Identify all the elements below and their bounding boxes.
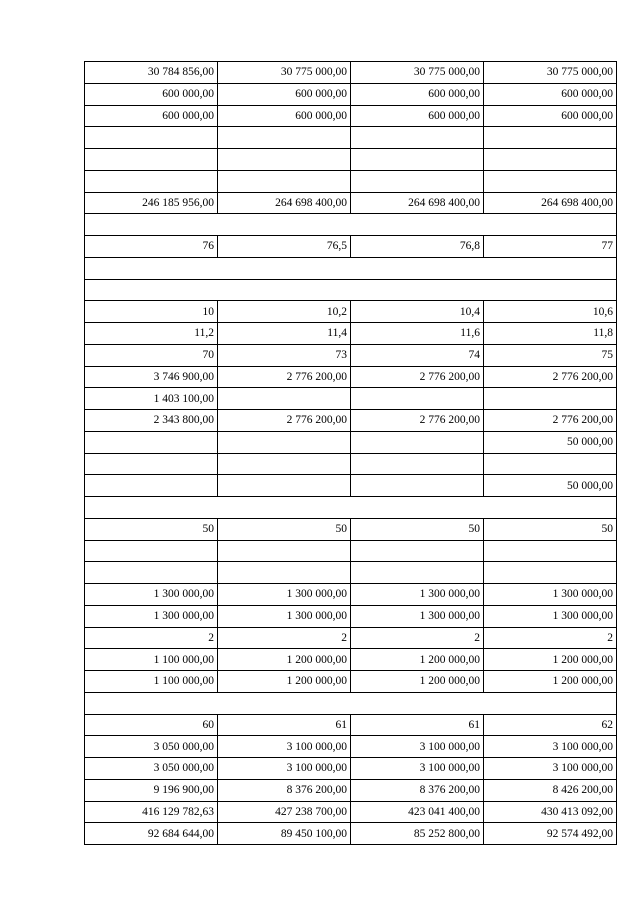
table-cell: 600 000,00 [351,83,484,105]
table-cell: 2 776 200,00 [218,366,351,388]
table-cell: 2 776 200,00 [484,410,617,432]
table-cell: 9 196 900,00 [85,779,218,801]
table-cell: 264 698 400,00 [351,192,484,214]
table-cell: 73 [218,344,351,366]
table-cell [218,540,351,562]
table-cell: 8 426 200,00 [484,779,617,801]
table-cell [484,170,617,192]
table-row [85,758,617,780]
table-cell: 8 376 200,00 [218,779,351,801]
table-cell: 11,2 [85,323,218,345]
table-cell: 10 [85,301,218,323]
table-cell: 600 000,00 [218,105,351,127]
table-cell [351,388,484,410]
table-cell: 8 376 200,00 [351,779,484,801]
table-cell [218,562,351,584]
table-cell: 3 100 000,00 [484,758,617,780]
table-cell: 50 [218,518,351,540]
table-cell: 10,4 [351,301,484,323]
table-cell: 3 050 000,00 [85,736,218,758]
table-cell: 50 [351,518,484,540]
table-cell: 430 413 092,00 [484,801,617,823]
table-cell: 1 200 000,00 [484,649,617,671]
table-row [85,562,617,584]
table-cell: 10,6 [484,301,617,323]
table-cell: 92 684 644,00 [85,823,218,845]
table-row [85,410,617,432]
table-cell: 3 100 000,00 [351,736,484,758]
table-cell [85,170,218,192]
table-cell: 1 300 000,00 [85,605,218,627]
table-cell: 1 300 000,00 [484,584,617,606]
table-cell [218,127,351,149]
table-body [85,62,617,845]
table-cell: 2 [351,627,484,649]
table-cell: 85 252 800,00 [351,823,484,845]
table-cell: 30 775 000,00 [351,62,484,84]
table-cell: 61 [351,714,484,736]
table-cell [218,453,351,475]
table-cell: 50 [85,518,218,540]
table-cell [351,127,484,149]
table-cell: 50 000,00 [484,475,617,497]
table-row [85,170,617,192]
table-row [85,431,617,453]
table-cell: 76,5 [218,236,351,258]
table-cell: 2 776 200,00 [218,410,351,432]
table-cell [85,475,218,497]
table-cell: 11,8 [484,323,617,345]
table-cell: 264 698 400,00 [218,192,351,214]
table-row [85,823,617,845]
table-cell: 1 200 000,00 [484,671,617,693]
table-cell [484,149,617,171]
table-cell: 70 [85,344,218,366]
table-cell: 61 [218,714,351,736]
table-row [85,475,617,497]
table-cell [484,562,617,584]
table-row [85,605,617,627]
table-cell: 1 300 000,00 [351,605,484,627]
table-cell [351,475,484,497]
table-cell: 600 000,00 [351,105,484,127]
table-cell: 2 [218,627,351,649]
table-cell: 3 100 000,00 [218,736,351,758]
table-row [85,779,617,801]
table-cell: 1 200 000,00 [351,671,484,693]
table-cell [484,388,617,410]
table-cell: 427 238 700,00 [218,801,351,823]
table-cell: 1 200 000,00 [218,671,351,693]
table-cell: 2 [85,627,218,649]
table-row [85,671,617,693]
table-row [85,584,617,606]
table-cell [218,149,351,171]
table-cell: 10,2 [218,301,351,323]
table-row [85,323,617,345]
table-row [85,83,617,105]
table-cell: 11,6 [351,323,484,345]
table-cell: 11,4 [218,323,351,345]
table-cell [85,562,218,584]
table-cell: 3 100 000,00 [218,758,351,780]
table-cell: 60 [85,714,218,736]
table-cell [85,431,218,453]
table-row [85,366,617,388]
table-cell [85,453,218,475]
table-cell: 1 300 000,00 [218,605,351,627]
table-cell: 3 050 000,00 [85,758,218,780]
table-cell: 89 450 100,00 [218,823,351,845]
table-row [85,736,617,758]
table-cell: 30 775 000,00 [484,62,617,84]
table-cell [85,127,218,149]
table-cell: 1 300 000,00 [351,584,484,606]
table-cell: 1 200 000,00 [351,649,484,671]
table-cell: 50 000,00 [484,431,617,453]
table-cell: 30 775 000,00 [218,62,351,84]
table-cell [218,388,351,410]
table-row [85,105,617,127]
table-row [85,301,617,323]
table-cell: 3 746 900,00 [85,366,218,388]
table-cell [351,431,484,453]
table-cell: 1 300 000,00 [218,584,351,606]
table-row [85,236,617,258]
table-cell: 600 000,00 [484,105,617,127]
table-row [85,453,617,475]
table-cell: 75 [484,344,617,366]
table-cell: 30 784 856,00 [85,62,218,84]
table-cell: 62 [484,714,617,736]
table-cell [351,540,484,562]
table-row [85,192,617,214]
table-cell: 92 574 492,00 [484,823,617,845]
table-cell: 74 [351,344,484,366]
table-cell: 423 041 400,00 [351,801,484,823]
table-row [85,127,617,149]
table-cell: 76,8 [351,236,484,258]
table-cell [85,540,218,562]
table-cell: 1 200 000,00 [218,649,351,671]
table-cell [85,149,218,171]
table-row [85,214,617,236]
table-cell: 1 300 000,00 [484,605,617,627]
table-cell [484,540,617,562]
table-cell: 2 343 800,00 [85,410,218,432]
table-cell [351,453,484,475]
table-row [85,540,617,562]
table-section-row [85,279,617,301]
table-cell: 1 300 000,00 [85,584,218,606]
table-cell [351,149,484,171]
table-row [85,801,617,823]
data-table [84,61,617,845]
table-cell [484,127,617,149]
table-row [85,692,617,714]
table-cell [218,475,351,497]
table-cell: 2 776 200,00 [351,366,484,388]
table-cell: 600 000,00 [85,105,218,127]
table-row [85,279,617,301]
table-row [85,62,617,84]
table-cell [351,562,484,584]
table-row [85,518,617,540]
table-cell: 600 000,00 [85,83,218,105]
table-row [85,149,617,171]
table-cell: 1 100 000,00 [85,671,218,693]
table-cell: 76 [85,236,218,258]
table-section-row [85,214,617,236]
table-cell: 264 698 400,00 [484,192,617,214]
table-section-row [85,257,617,279]
table-cell: 416 129 782,63 [85,801,218,823]
table-cell: 2 776 200,00 [484,366,617,388]
table-cell: 77 [484,236,617,258]
table-cell: 2 [484,627,617,649]
table-cell: 600 000,00 [484,83,617,105]
table-row [85,497,617,519]
table-section-row [85,497,617,519]
table-section-row [85,692,617,714]
table-cell: 3 100 000,00 [351,758,484,780]
table-cell: 2 776 200,00 [351,410,484,432]
table-cell: 1 100 000,00 [85,649,218,671]
table-cell: 246 185 956,00 [85,192,218,214]
table-row [85,714,617,736]
table-cell: 3 100 000,00 [484,736,617,758]
table-cell: 1 403 100,00 [85,388,218,410]
table-cell [218,170,351,192]
table-cell [351,170,484,192]
table-cell: 50 [484,518,617,540]
table-cell [484,453,617,475]
table-row [85,388,617,410]
table-row [85,649,617,671]
table-row [85,627,617,649]
table-cell: 600 000,00 [218,83,351,105]
table-row [85,257,617,279]
table-cell [218,431,351,453]
table-row [85,344,617,366]
